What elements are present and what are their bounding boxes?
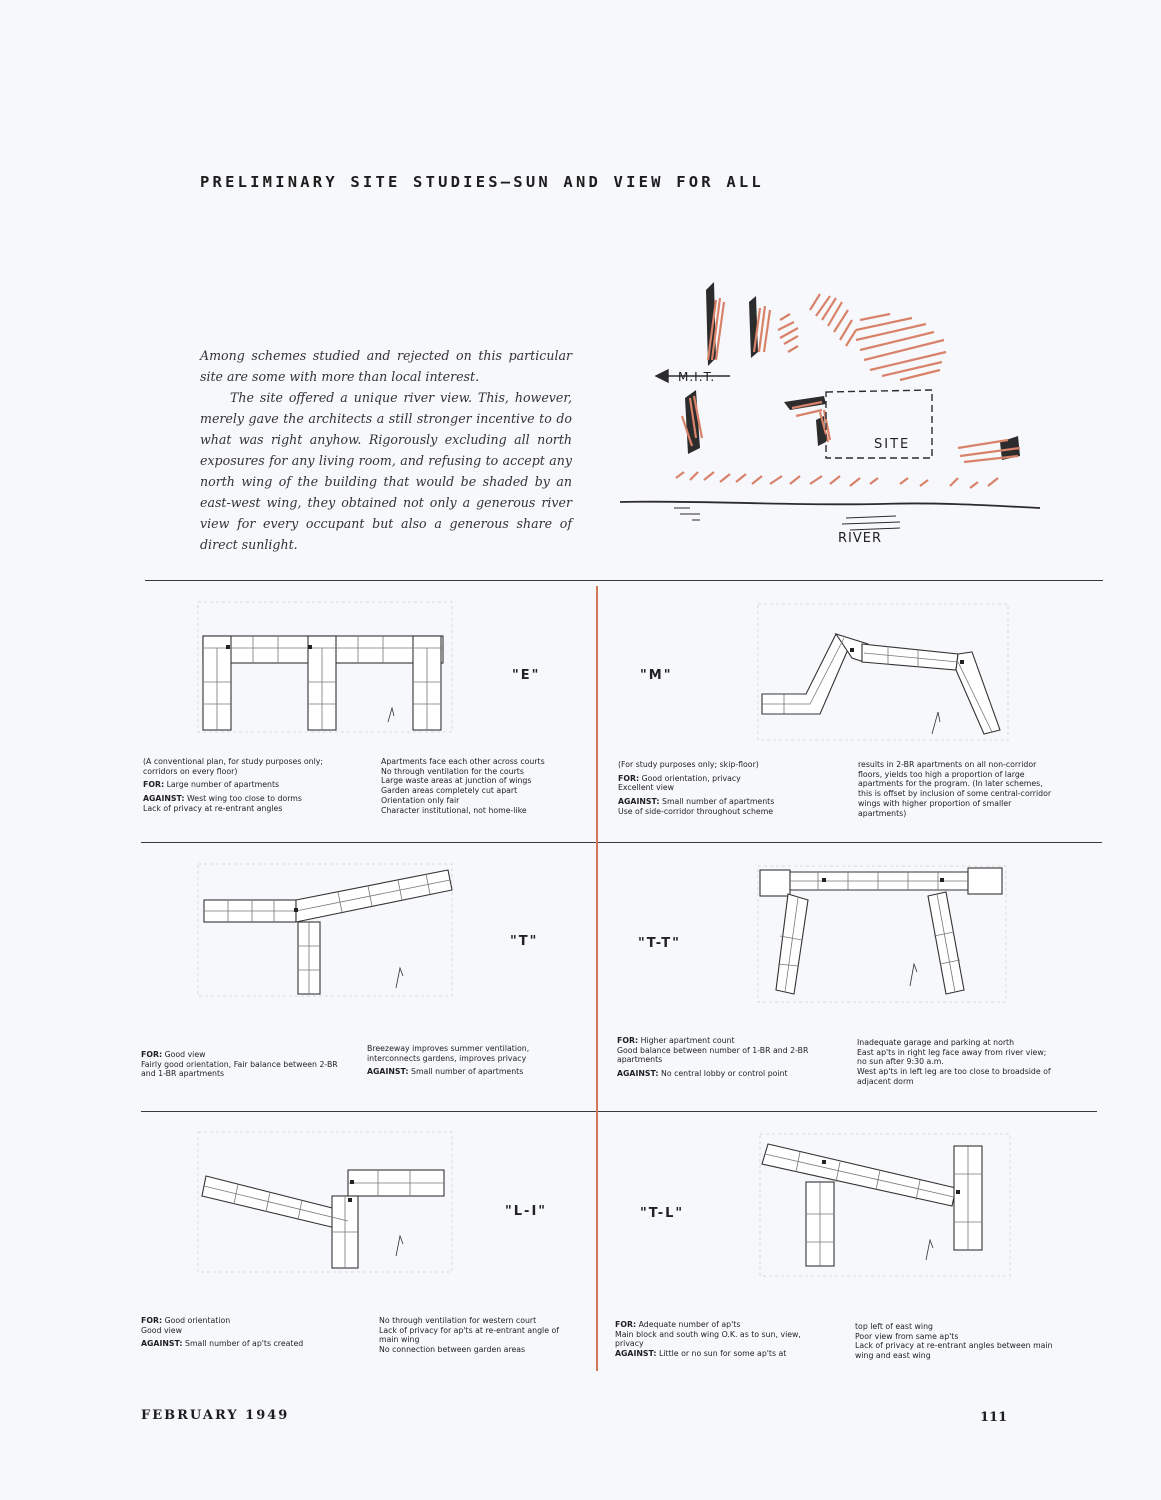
- caption-tl-right: [855, 1322, 1053, 1361]
- scheme-label-m: "M": [640, 668, 673, 683]
- mit-label: M.I.T.: [678, 370, 716, 384]
- plan-m: [758, 604, 1008, 740]
- plan-tl: [760, 1134, 1010, 1276]
- caption-tl-right-line: top left of east wing: [855, 1322, 933, 1331]
- caption-t-right-line: Breezeway improves summer ventilation, interconnects gardens, improves privacy: [367, 1044, 530, 1063]
- plan-tt: [758, 866, 1006, 1002]
- caption-e-right-line: Apartments face each other across courts: [381, 757, 545, 766]
- scheme-label-li: "L-I": [505, 1204, 548, 1219]
- caption-li-right-line: No through ventilation for western court: [379, 1316, 537, 1325]
- for-extra-m: Excellent view: [618, 783, 675, 793]
- caption-t-left: [141, 1050, 349, 1079]
- against-label-tt: AGAINST:: [617, 1069, 659, 1079]
- for-extra-tl: Main block and south wing O.K. as to sun, view, privacy: [615, 1329, 801, 1349]
- caption-tt-right-line: Inadequate garage and parking at north: [857, 1038, 1015, 1047]
- plan-t: [198, 864, 452, 996]
- caption-e-right-line: Garden areas completely cut apart: [381, 786, 518, 796]
- river-label: RIVER: [838, 531, 883, 546]
- for-extra-t: Fairly good orientation, Fair balance between 2-BR and 1-BR apartments: [141, 1059, 338, 1079]
- for-label-li: FOR:: [141, 1316, 163, 1325]
- for-label-tt: FOR:: [617, 1036, 639, 1045]
- scheme-label-tl: "T-L": [640, 1206, 685, 1221]
- against-text-li: Small number of ap'ts created: [185, 1339, 304, 1349]
- caption-e-right: [381, 757, 571, 815]
- caption-tl-left: [615, 1320, 825, 1359]
- page-title: PRELIMINARY SITE STUDIES—SUN AND VIEW FOR ALL: [200, 173, 764, 191]
- caption-e-note: (A conventional plan, for study purposes only; corridors on every floor): [143, 757, 323, 776]
- scheme-label-e: "E": [512, 668, 541, 683]
- caption-tt-right-line: West ap'ts in left leg are too close to broadside of adjacent dorm: [857, 1067, 1051, 1086]
- for-text-tt: Higher apartment count: [640, 1036, 735, 1045]
- plan-li: [198, 1132, 452, 1272]
- caption-e-right-line: No through ventilation for the courts: [381, 766, 524, 776]
- divider-top: [145, 580, 1103, 581]
- caption-t-right: [367, 1044, 567, 1077]
- against-text-tl: Little or no sun for some ap'ts at: [659, 1349, 787, 1359]
- for-label-e: FOR:: [143, 780, 165, 790]
- against-label-t: AGAINST:: [367, 1067, 409, 1077]
- against-text-m: Small number of apartments: [662, 797, 775, 807]
- caption-e-left: [143, 757, 348, 814]
- for-label-m: FOR:: [618, 773, 640, 783]
- site-sketch: [620, 280, 1040, 550]
- issue-date: FEBRUARY 1949: [141, 1408, 290, 1423]
- caption-e-right-line: Character institutional, not home-like: [381, 805, 527, 815]
- for-text-li: Good orientation: [164, 1316, 231, 1325]
- intro-text: [200, 345, 572, 555]
- for-text-tl: Adequate number of ap'ts: [638, 1320, 741, 1329]
- caption-li-right-line: No connection between garden areas: [379, 1345, 526, 1355]
- against-label-li: AGAINST:: [141, 1339, 183, 1349]
- for-label-tl: FOR:: [615, 1320, 637, 1329]
- caption-m-left-extra: Use of side-corridor throughout scheme: [618, 806, 774, 816]
- for-text-e: Large number of apartments: [166, 780, 280, 790]
- for-text-m: Good orientation, privacy: [641, 773, 741, 783]
- caption-e-right-line: Large waste areas at junction of wings: [381, 776, 532, 786]
- caption-li-left: [141, 1316, 351, 1349]
- against-text-t: Small number of apartments: [411, 1067, 524, 1077]
- divider-vertical: [596, 586, 598, 1371]
- against-label-e: AGAINST:: [143, 794, 185, 804]
- caption-tt-right: [857, 1038, 1052, 1087]
- intro-paragraph-2: The site offered a unique river view. This, however, merely gave the architects a still stronger incentive to do what was right anyhow. Rigorously excluding all north exposures for any living room, and refusing to accept any north wing of the building that would be shaded by an east-west wing, they obtained not only a generous river view for every occupant but also a generous share of direct sunlight.: [200, 390, 572, 552]
- site-label: SITE: [874, 437, 911, 452]
- caption-li-right: [379, 1316, 575, 1355]
- intro-paragraph-1: Among schemes studied and rejected on this particular site are some with more than local interest.: [200, 348, 572, 384]
- caption-m-right: [858, 760, 1056, 818]
- caption-tl-right-line: Poor view from same ap'ts: [855, 1331, 959, 1341]
- for-extra-li: Good view: [141, 1325, 182, 1335]
- caption-li-right-line: Lack of privacy for ap'ts at re-entrant angle of main wing: [379, 1325, 559, 1345]
- caption-m-left: [618, 760, 818, 817]
- plan-e: [198, 602, 452, 732]
- for-label-t: FOR:: [141, 1050, 163, 1059]
- caption-tt-right-line: East ap'ts in right leg face away from river view; no sun after 9:30 a.m.: [857, 1047, 1047, 1067]
- against-text-tt: No central lobby or control point: [661, 1069, 788, 1079]
- page-number: 111: [980, 1410, 1008, 1425]
- against-label-tl: AGAINST:: [615, 1349, 657, 1359]
- caption-tt-left: [617, 1036, 825, 1079]
- for-extra-tt: Good balance between number of 1-BR and 2-BR apartments: [617, 1045, 809, 1065]
- for-text-t: Good view: [164, 1050, 206, 1059]
- scheme-label-t: "T": [510, 934, 539, 949]
- caption-e-left-extra: Lack of privacy at re-entrant angles: [143, 803, 283, 813]
- caption-m-note: (For study purposes only; skip-floor): [618, 760, 759, 769]
- caption-tl-right-line: Lack of privacy at re-entrant angles between main wing and east wing: [855, 1341, 1053, 1361]
- divider-middle-1: [141, 842, 1102, 843]
- against-label-m: AGAINST:: [618, 797, 660, 807]
- against-text-e: West wing too close to dorms: [187, 794, 302, 804]
- divider-middle-2: [141, 1111, 1097, 1112]
- caption-e-right-line: Orientation only fair: [381, 795, 460, 805]
- scheme-label-tt: "T-T": [638, 936, 681, 951]
- caption-m-right-line: results in 2-BR apartments on all non-corridor floors, yields too high a proportion of large apartments for the program. (In later schemes, this is offset by inclusion of some central-corridor wings with higher proportion of smaller apartments): [858, 760, 1052, 818]
